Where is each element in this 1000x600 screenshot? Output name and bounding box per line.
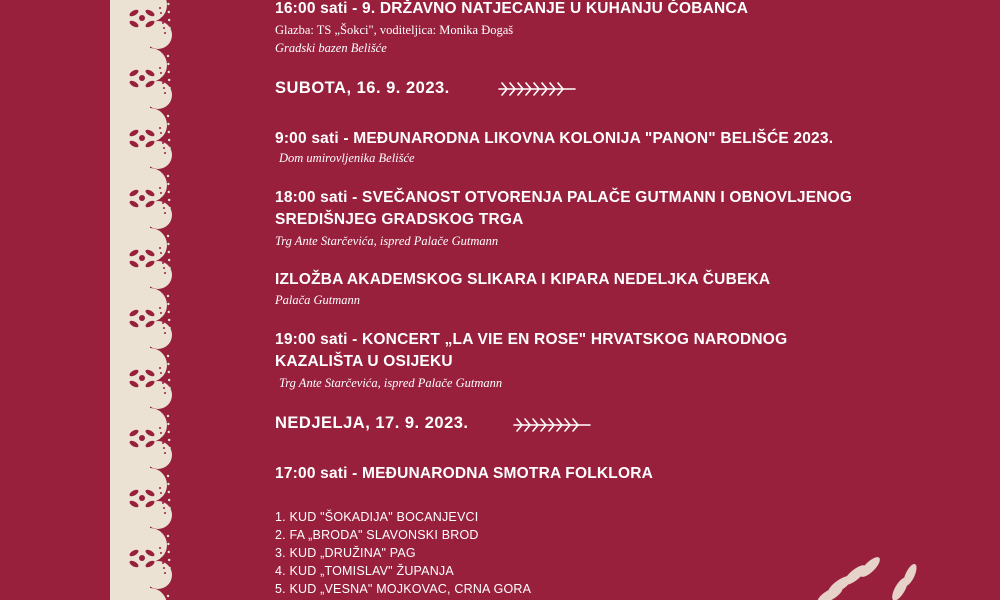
event-exhibition: IZLOŽBA AKADEMSKOG SLIKARA I KIPARA NEDELJKA ČUBEKA	[275, 271, 771, 288]
event-cooking-competition: 16:00 sati - 9. DRŽAVNO NATJECANJE U KUHANJU ČOBANCA	[275, 0, 749, 17]
day-heading-saturday: SUBOTA, 16. 9. 2023.	[275, 79, 450, 97]
list-item: 2. FA „BRODA" SLAVONSKI BROD	[275, 528, 479, 542]
event-folklore-festival: 17:00 sati - MEĐUNARODNA SMOTRA FOLKLORA	[275, 465, 654, 482]
event-concert-line1: 19:00 sati - KONCERT „LA VIE EN ROSE" HRVATSKOG NARODNOG	[275, 331, 788, 348]
event-opening-ceremony-line1: 18:00 sati - SVEČANOST OTVORENJA PALAČE GUTMANN I OBNOVLJENOG	[275, 189, 853, 206]
event-art-colony: 9:00 sati - MEĐUNARODNA LIKOVNA KOLONIJA "PANON" BELIŠĆE 2023.	[275, 130, 834, 147]
event-location: Palača Gutmann	[275, 293, 361, 307]
list-item: 3. KUD „DRUŽINA" PAG	[275, 546, 416, 560]
event-credits: Glazba: TS „Šokci", voditeljica: Monika Đogaš	[275, 23, 514, 37]
wheat-corner-icon	[780, 555, 970, 600]
event-location: Gradski bazen Belišće	[275, 41, 387, 55]
event-location: Dom umirovljenika Belišće	[279, 151, 415, 165]
event-concert-line2: KAZALIŠTA U OSIJEKU	[275, 353, 453, 370]
event-location: Trg Ante Starčevića, ispred Palače Gutmann	[279, 376, 503, 390]
list-item: 5. KUD „VESNA" MOJKOVAC, CRNA GORA	[275, 582, 532, 596]
list-item: 1. KUD "ŠOKADIJA" BOCANJEVCI	[275, 510, 479, 524]
list-item: 4. KUD „TOMISLAV" ŽUPANJA	[275, 564, 454, 578]
wheat-ornament-icon	[497, 81, 577, 97]
event-location: Trg Ante Starčevića, ispred Palače Gutmann	[275, 234, 499, 248]
day-heading-sunday: NEDJELJA, 17. 9. 2023.	[275, 414, 469, 432]
lace-border	[110, 0, 210, 600]
event-opening-ceremony-line2: SREDIŠNJEG GRADSKOG TRGA	[275, 211, 524, 228]
left-background	[0, 0, 110, 600]
wheat-ornament-icon	[512, 417, 592, 433]
